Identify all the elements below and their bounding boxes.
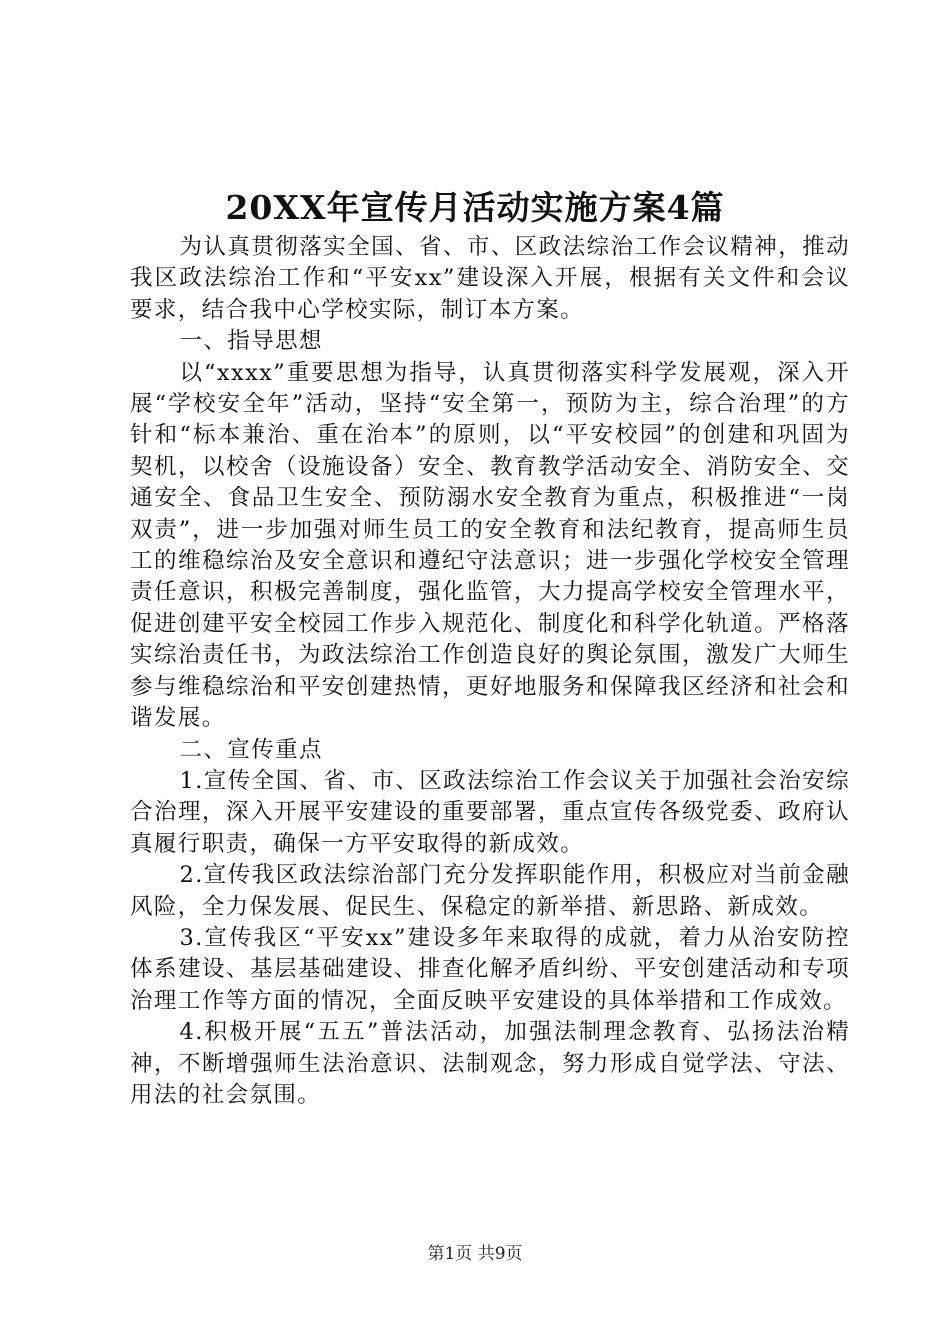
document-body: [130, 232, 850, 1111]
publicity-item-3: 3.宣传我区“平安xx”建设多年来取得的成就，着力从治安防控体系建设、基层基础建设、排查化解矛盾纠纷、平安创建活动和专项治理工作等方面的情况，全面反映平安建设的具体举措和工作成效。: [130, 924, 850, 1014]
section-heading-guiding-ideology: 一、指导思想: [179, 328, 323, 355]
guiding-ideology-paragraph: 以“xxxx”重要思想为指导，认真贯彻落实科学发展观，深入开展“学校安全年”活动，坚持“安全第一，预防为主，综合治理”的方针和“标本兼治、重在治本”的原则，以“平安校园”的创建和巩固为契机，以校舍（设施设备）安全、教育教学活动安全、消防安全、交通安全、食品卫生安全、预防溺水安全教育为重点，积极推进“一岗双责”，进一步加强对师生员工的安全教育和法纪教育，提高师生员工的维稳综治及安全意识和遵纪守法意识；进一步强化学校安全管理责任意识，积极完善制度，强化监管，大力提高学校安全管理水平，促进创建平安全校园工作步入规范化、制度化和科学化轨道。严格落实综治责任书，为政法综治工作创造良好的舆论氛围，激发广大师生参与维稳综治和平安创建热情，更好地服务和保障我区经济和社会和谐发展。: [130, 359, 850, 732]
intro-paragraph: 为认真贯彻落实全国、省、市、区政法综治工作会议精神，推动我区政法综治工作和“平安xx”建设深入开展，根据有关文件和会议要求，结合我中心学校实际，制订本方案。: [130, 234, 850, 323]
publicity-item-4: 4.积极开展“五五”普法活动，加强法制理念教育、弘扬法治精神，不断增强师生法治意识、法制观念，努力形成自觉学法、守法、用法的社会氛围。: [130, 1019, 850, 1108]
section-heading-publicity-focus: 二、宣传重点: [179, 736, 323, 763]
document-title: 20XX年宣传月活动实施方案4篇: [225, 188, 725, 227]
page-footer: 第1页 共9页: [427, 1244, 523, 1264]
publicity-item-1: 1.宣传全国、省、市、区政法综治工作会议关于加强社会治安综合治理，深入开展平安建设的重要部署，重点宣传各级党委、政府认真履行职责，确保一方平安取得的新成效。: [130, 767, 850, 857]
publicity-item-2: 2.宣传我区政法综治部门充分发挥职能作用，积极应对当前金融风险，全力保发展、促民生、保稳定的新举措、新思路、新成效。: [130, 862, 850, 920]
